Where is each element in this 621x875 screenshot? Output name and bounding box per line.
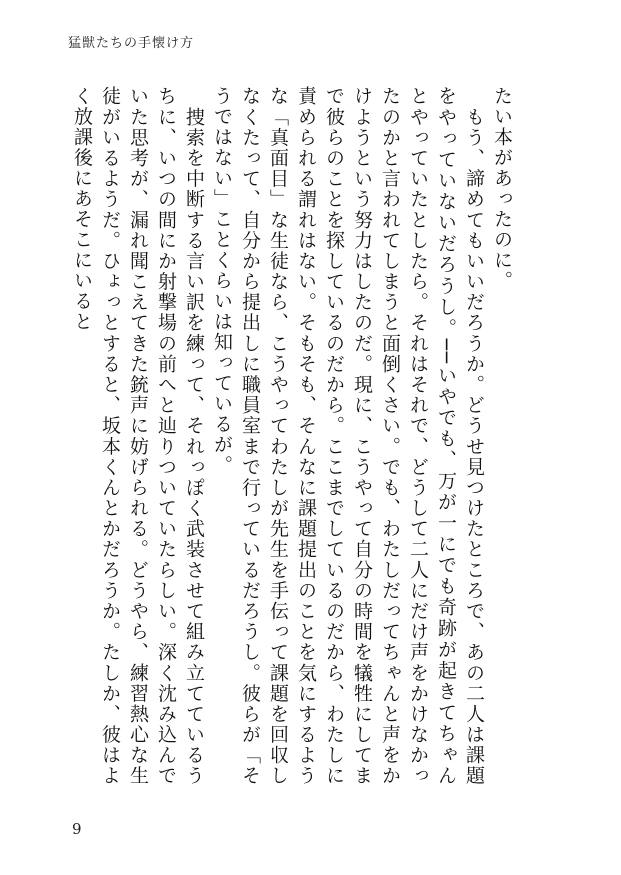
body-text — [71, 86, 516, 786]
paragraph: 捜索を中断する言い訳を練って、それっぽく武装させて組み立てているうちに、いつの間にか射撃場の前へと辿りついていたらしい。深く沈み込んでいた思考が、漏れ聞こえてきた銃声に妨げられる。どうやら、練習熱心な生徒がいるようだ。ひょっとすると、坂本くんとかだろうか。たしか、彼はよく放課後にあそこにいると — [71, 86, 205, 786]
running-header-title: 猛獣たちの手懐け方 — [68, 36, 195, 51]
page-number: 9 — [72, 820, 82, 838]
paragraph: たい本があったのに。 もう、諦めてもいいだろうか。どうせ見つけたところで、あの二人は課題をやっていないだろうし。──いやでも、万が一にでも奇跡が起きてちゃんとやっていたとしたら。それはそれで、どうして二人にだけ声をかけなかったのかと言われてしまうと面倒くさい。でも、わたしだってちゃんと声をかけようという努力はしたのだ。現に、こうやって自分の時間を犠牲にしてまで彼らのことを探しているのだから。ここまでしているのだから、わたしに責められる謂れはない。そもそも、そんなに課題提出のことを気にするような「真面目」な生徒なら、こうやってわたしが先生を手伝って課題を回収しなくたって、自分から提出しに職員室まで行っているだろうし。彼らが「そうではない」ことくらいは知っているが。 — [211, 86, 513, 786]
